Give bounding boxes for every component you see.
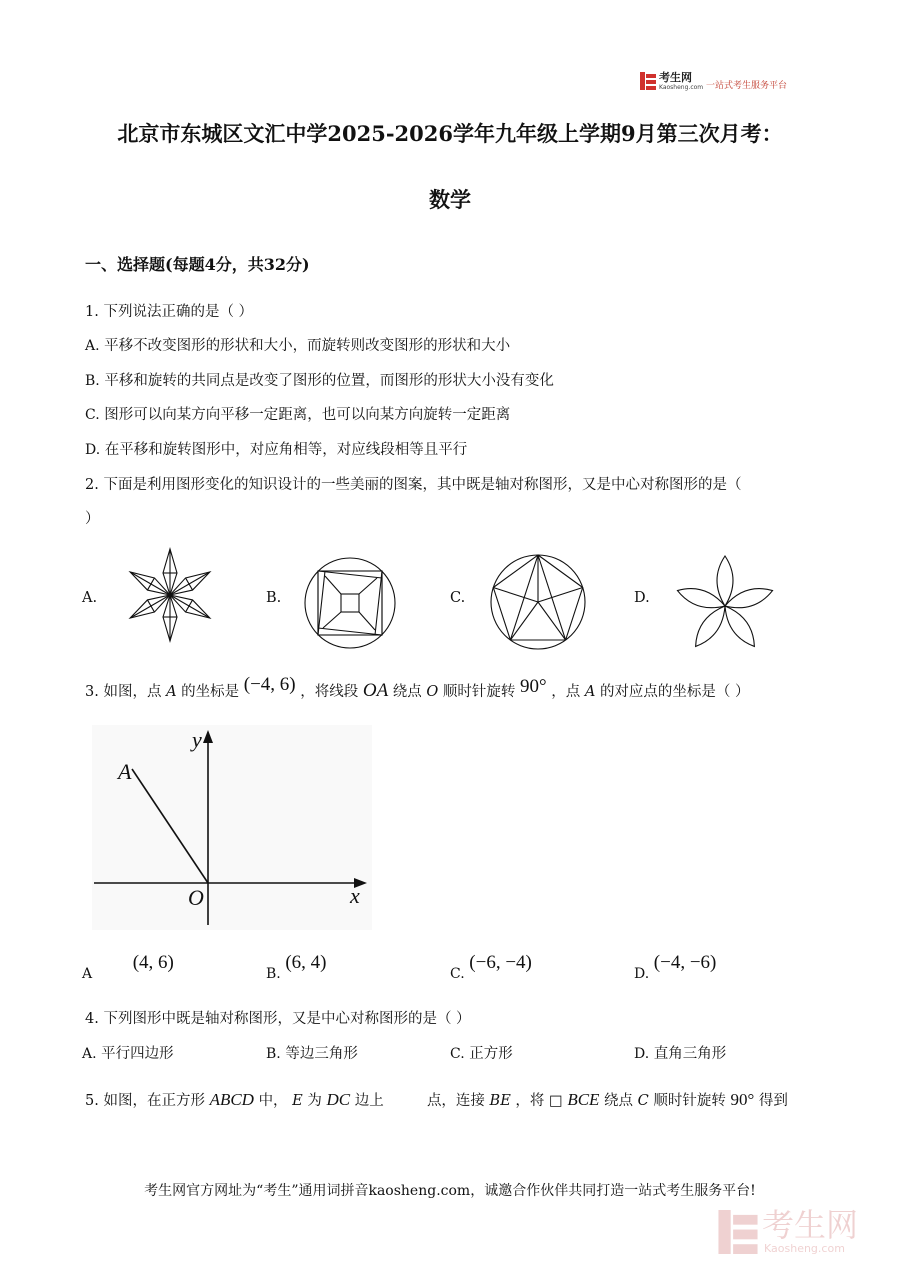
watermark-name: 考生网: [762, 1206, 859, 1244]
q3-text: 绕点: [392, 684, 422, 700]
q1-stem: 1. 下列说法正确的是（ ）: [85, 304, 254, 320]
q3-option-b: [266, 952, 327, 984]
q3-text: 的坐标是: [181, 684, 240, 700]
header-logo: [640, 72, 815, 94]
q5-square-abcd: ABCD: [209, 1090, 254, 1109]
q2-label-d: D.: [634, 590, 650, 606]
option-text: 正方形: [469, 1046, 513, 1062]
watermark: [718, 1208, 878, 1256]
watermark-logo-icon: [718, 1210, 758, 1254]
q5-triangle-glyph: □: [549, 1093, 563, 1109]
q3-text: 的对应点的坐标是（ ）: [599, 684, 750, 700]
option-text: 直角三角形: [653, 1046, 727, 1062]
q4-option-c: [450, 1042, 513, 1063]
q3-text: ，将线段: [300, 684, 359, 700]
option-label: B.: [266, 966, 281, 982]
q3-stem: [85, 674, 750, 702]
section-heading: 一、选择题(每题4分，共32分): [85, 255, 310, 274]
origin-label: O: [188, 885, 204, 910]
q5-point-e: E: [292, 1093, 303, 1109]
q2-label-a: A.: [82, 590, 98, 606]
q2-stem: 2. 下面是利用图形变化的知识设计的一些美丽的图案，其中既是轴对称图形，又是中心对称图形的是（: [85, 477, 742, 493]
figure-b-circle-square: [303, 556, 397, 650]
q3-segment-oa: OA: [362, 680, 389, 701]
page-title: 北京市东城区文汇中学2025-2026学年九年级上学期9月第三次月考：: [117, 121, 783, 146]
figure-d-flower: [676, 552, 774, 652]
footer-note: 考生网官方网址为“考生”通用词拼音kaosheng.com，诚邀合作伙伴共同打造一站式考生服务平台!: [144, 1183, 756, 1199]
q2-label-b: B.: [266, 590, 282, 606]
option-label: B.: [266, 1046, 281, 1062]
q5-side-dc: DC: [326, 1090, 351, 1109]
option-label: B.: [85, 373, 100, 389]
option-value: (6, 4): [285, 952, 327, 973]
figure-a-star: [122, 545, 218, 645]
q3-coordinate-figure: [92, 725, 372, 930]
option-label: C.: [450, 1046, 465, 1062]
option-label: C.: [85, 407, 100, 423]
q5-text: 点，连接: [426, 1093, 485, 1109]
q4-option-d: [634, 1042, 726, 1063]
q3-point-a: A: [166, 684, 177, 700]
axis-x-label: x: [350, 883, 360, 908]
page-subtitle: 数学: [429, 187, 471, 212]
q5-triangle-bce: BCE: [567, 1090, 600, 1109]
q2-label-c: C.: [450, 590, 466, 606]
option-text: 平移不改变图形的形状和大小，而旋转则改变图形的形状和大小: [104, 338, 511, 354]
q5-text: 顺时针旋转: [653, 1093, 726, 1109]
q3-text: 3. 如图，点: [85, 684, 162, 700]
option-value: (−6, −4): [469, 952, 532, 973]
option-text: 在平移和旋转图形中，对应角相等，对应线段相等且平行: [104, 442, 468, 458]
q5-stem: [85, 1089, 788, 1110]
option-text: 平行四边形: [101, 1046, 174, 1062]
q5-point-c: C: [637, 1093, 649, 1109]
q5-segment-be: BE: [489, 1093, 511, 1109]
q5-text: 绕点: [604, 1093, 634, 1109]
option-label: A.: [82, 1046, 97, 1062]
q3-angle: 90°: [520, 676, 547, 697]
q1-option-c: [85, 403, 510, 424]
logo-name: 考生网: [659, 71, 692, 84]
axis-y-label: y: [192, 727, 202, 752]
q5-angle: 90°: [730, 1090, 755, 1109]
q5-text: 边上: [354, 1093, 384, 1109]
option-label: A.: [85, 338, 100, 354]
q5-text: 为: [307, 1093, 322, 1109]
q3-text: 顺时针旋转: [442, 684, 516, 700]
q3-point-a: A: [584, 684, 596, 700]
point-a-label: A: [118, 759, 132, 784]
q1-option-b: [85, 369, 554, 390]
q3-option-c: [450, 952, 532, 984]
q4-option-a: [82, 1042, 174, 1063]
option-label: C.: [450, 966, 465, 982]
q3-point-o: O: [426, 684, 439, 700]
option-label: D.: [634, 966, 650, 982]
option-label: D.: [85, 442, 101, 458]
q5-text: 得到: [758, 1093, 788, 1109]
option-value: (−4, −6): [653, 952, 717, 973]
q3-option-a: [82, 952, 174, 984]
watermark-domain: Kaosheng.com: [764, 1242, 845, 1255]
q3-coord: (−4, 6): [243, 674, 296, 695]
logo-slogan: 一站式考生服务平台: [706, 81, 788, 91]
q1-option-d: [85, 438, 467, 459]
option-text: 平移和旋转的共同点是改变了图形的位置，而图形的形状大小没有变化: [104, 373, 554, 389]
q5-text: 5. 如图，在正方形: [85, 1093, 205, 1109]
option-text: 图形可以向某方向平移一定距离，也可以向某方向旋转一定距离: [104, 407, 511, 423]
figure-c-pentagon: [488, 552, 588, 652]
option-label: A: [82, 966, 93, 982]
kaosheng-logo-icon: [640, 72, 656, 90]
q4-option-b: [266, 1042, 358, 1063]
option-text: 等边三角形: [285, 1046, 358, 1062]
option-value: (4, 6): [132, 952, 174, 973]
q3-option-d: [634, 952, 717, 984]
q4-stem: 4. 下列图形中既是轴对称图形，又是中心对称图形的是（ ）: [85, 1011, 471, 1027]
option-label: D.: [634, 1046, 650, 1062]
q1-option-a: [85, 334, 510, 355]
q5-text: 中，: [258, 1093, 288, 1109]
q3-text: ，点: [551, 684, 581, 700]
q5-text: ，将: [515, 1093, 545, 1109]
logo-domain: Kaosheng.com: [659, 84, 704, 91]
q2-stem-tail: ）: [85, 511, 100, 527]
